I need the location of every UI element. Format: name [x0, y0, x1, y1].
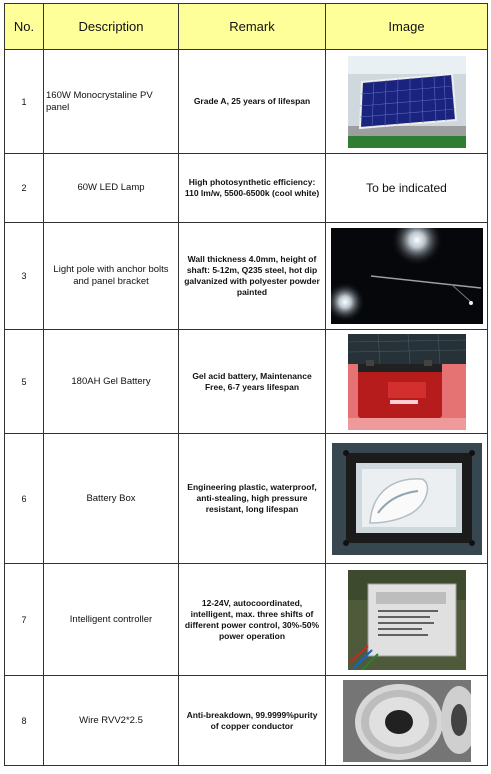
- street-light-photo-icon: [331, 228, 483, 324]
- battery-box-photo-icon: [332, 443, 482, 555]
- row-description: 160W Monocrystaline PV panel: [44, 50, 179, 154]
- row-remark: High photosynthetic efficiency: 110 lm/w, 5500-6500k (cool white): [179, 154, 326, 223]
- row-remark: Engineering plastic, waterproof, anti-stealing, high pressure resistant, long lifespan: [179, 434, 326, 564]
- row-image: [326, 330, 488, 434]
- header-row: [5, 4, 488, 50]
- header-remark: Remark: [179, 4, 326, 50]
- row-no: 7: [5, 564, 44, 676]
- header-image: Image: [326, 4, 488, 50]
- row-no: 3: [5, 223, 44, 330]
- row-no: 1: [5, 50, 44, 154]
- row-description: Intelligent controller: [44, 564, 179, 676]
- row-description: Wire RVV2*2.5: [44, 676, 179, 766]
- row-remark: Wall thickness 4.0mm, height of shaft: 5-12m, Q235 steel, hot dip galvanized with polyester powder painted: [179, 223, 326, 330]
- header-no: No.: [5, 4, 44, 50]
- row-remark: Gel acid battery, Maintenance Free, 6-7 years lifespan: [179, 330, 326, 434]
- table-row: [5, 223, 488, 330]
- wire-coil-photo-icon: [343, 680, 471, 762]
- row-no: 2: [5, 154, 44, 223]
- row-image: [326, 676, 488, 766]
- table-row: [5, 50, 488, 154]
- row-description: Light pole with anchor bolts and panel bracket: [44, 223, 179, 330]
- row-image: [326, 223, 488, 330]
- table-row: [5, 330, 488, 434]
- row-image: [326, 50, 488, 154]
- table-row: [5, 434, 488, 564]
- row-image: [326, 564, 488, 676]
- product-spec-table: [4, 3, 488, 766]
- solar-panel-photo-icon: [348, 56, 466, 148]
- row-no: 6: [5, 434, 44, 564]
- row-no: 8: [5, 676, 44, 766]
- row-remark: Anti-breakdown, 99.9999%purity of copper conductor: [179, 676, 326, 766]
- row-image: [326, 434, 488, 564]
- row-remark: 12-24V, autocoordinated, intelligent, max. three shifts of different power control, 30%-50% power operation: [179, 564, 326, 676]
- gel-battery-photo-icon: [348, 334, 466, 430]
- row-description: 180AH Gel Battery: [44, 330, 179, 434]
- table-row: [5, 564, 488, 676]
- row-description: 60W LED Lamp: [44, 154, 179, 223]
- row-image-text: To be indicated: [326, 154, 488, 223]
- row-no: 5: [5, 330, 44, 434]
- table-row: [5, 154, 488, 223]
- table-row: [5, 676, 488, 766]
- header-description: Description: [44, 4, 179, 50]
- controller-photo-icon: [348, 570, 466, 670]
- row-remark: Grade A, 25 years of lifespan: [179, 50, 326, 154]
- row-description: Battery Box: [44, 434, 179, 564]
